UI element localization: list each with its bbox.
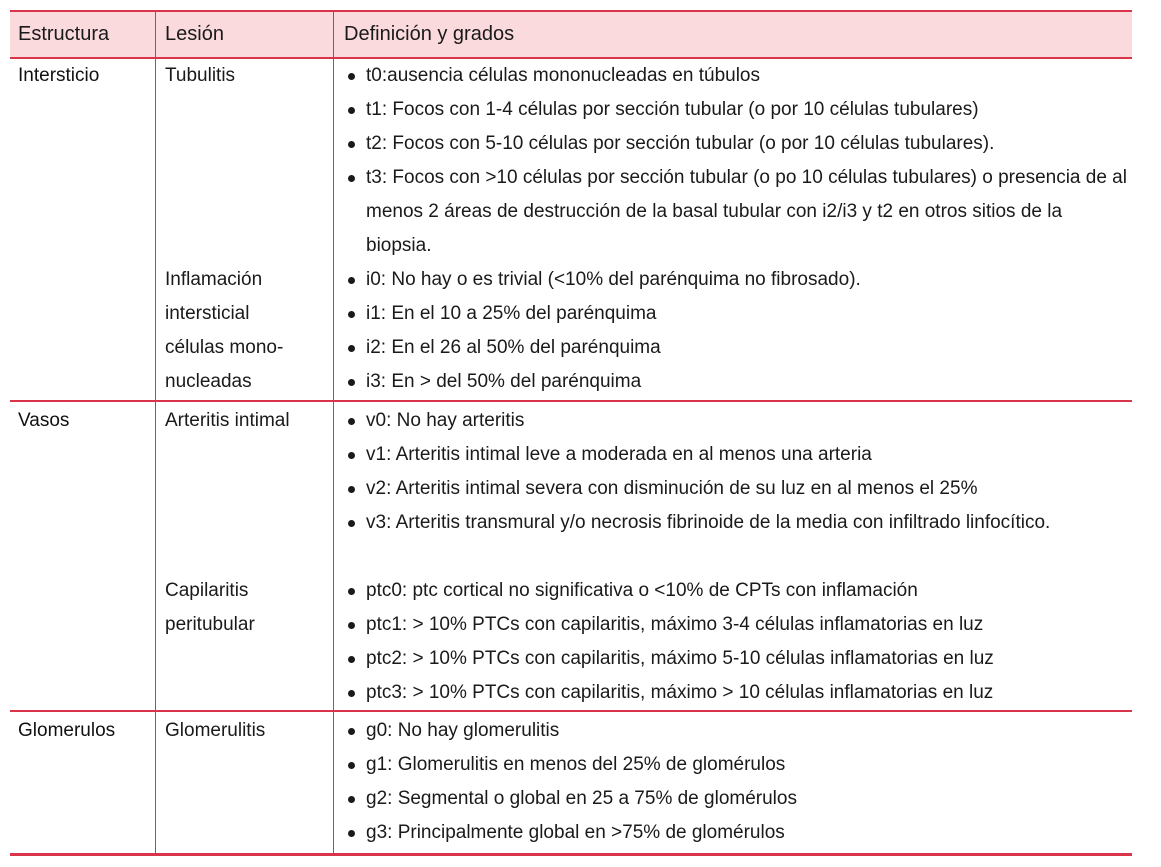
list-item: t3: Focos con >10 células por sección tubular (o po 10 células tubulares) o presencia de al menos 2 áreas de destrucción de la basal tubular con i2/i3 y t2 en otros sitios de la biopsia. [344,161,1129,263]
list-item: t2: Focos con 5-10 células por sección tubular (o por 10 células tubulares). [344,127,1129,161]
bullet-icon [348,762,355,769]
bullet-icon [348,830,355,837]
list-item: i1: En el 10 a 25% del parénquima [344,297,1129,331]
structure-vasos: Vasos [18,410,70,431]
bullet-icon [348,345,355,352]
structure-intersticio: Intersticio [18,65,100,86]
list-item: v0: No hay arteritis [344,404,1129,438]
lesion-capilaritis-line-2: peritubular [165,614,255,635]
lesion-tubulitis: Tubulitis [165,65,236,86]
bullet-icon [348,141,355,148]
bottom-rule [10,853,1132,856]
bullet-icon [348,452,355,459]
lesion-glomerulitis: Glomerulitis [165,720,266,741]
lesion-inflamacion-line-4: nucleadas [165,371,252,392]
list-item: t0:ausencia células mononucleadas en túbulos [344,59,1129,93]
bullet-icon [348,175,355,182]
header-lesion: Lesión [165,23,224,45]
list-item: g2: Segmental o global en 25 a 75% de glomérulos [344,782,1129,816]
grades-glomerulitis [344,714,1129,850]
lesion-inflamacion-line-3: células mono- [165,337,284,358]
list-item: ptc1: > 10% PTCs con capilaritis, máximo 3-4 células inflamatorias en luz [344,608,1129,642]
list-item: g3: Principalmente global en >75% de glomérulos [344,816,1129,850]
bullet-icon [348,486,355,493]
grades-capilaritis [344,574,1129,710]
grades-inflamacion [344,263,1129,399]
structure-glomerulos: Glomerulos [18,720,116,741]
column-divider-2 [333,12,334,855]
list-item: i3: En > del 50% del parénquima [344,365,1129,399]
bullet-icon [348,418,355,425]
grades-tubulitis [344,59,1129,263]
bullet-icon [348,690,355,697]
list-item: ptc0: ptc cortical no significativa o <10% de CPTs con inflamación [344,574,1129,608]
bullet-icon [348,277,355,284]
list-item: g1: Glomerulitis en menos del 25% de glomérulos [344,748,1129,782]
bullet-icon [348,520,355,527]
section-divider-1 [10,400,1132,402]
list-item: i0: No hay o es trivial (<10% del parénquima no fibrosado). [344,263,1129,297]
list-item: i2: En el 26 al 50% del parénquima [344,331,1129,365]
list-item: ptc2: > 10% PTCs con capilaritis, máximo 5-10 células inflamatorias en luz [344,642,1129,676]
lesion-inflamacion-line-2: intersticial [165,303,250,324]
bullet-icon [348,107,355,114]
grades-arteritis [344,404,1129,540]
bullet-icon [348,311,355,318]
column-divider-1 [155,12,156,855]
list-item: v1: Arteritis intimal leve a moderada en al menos una arteria [344,438,1129,472]
bullet-icon [348,622,355,629]
bullet-icon [348,796,355,803]
lesion-inflamacion-line-1: Inflamación [165,269,263,290]
list-item: v3: Arteritis transmural y/o necrosis fibrinoide de la media con infiltrado linfocítico. [344,506,1129,540]
classification-table [10,10,1132,856]
header-estructura: Estructura [18,23,110,45]
section-divider-2 [10,710,1132,712]
bullet-icon [348,656,355,663]
bullet-icon [348,379,355,386]
list-item: ptc3: > 10% PTCs con capilaritis, máximo > 10 células inflamatorias en luz [344,676,1129,710]
bullet-icon [348,588,355,595]
header-definicion: Definición y grados [344,23,515,45]
bullet-icon [348,73,355,80]
lesion-arteritis-intimal: Arteritis intimal [165,410,290,431]
list-item: v2: Arteritis intimal severa con disminución de su luz en al menos el 25% [344,472,1129,506]
list-item: t1: Focos con 1-4 células por sección tubular (o por 10 células tubulares) [344,93,1129,127]
bullet-icon [348,728,355,735]
lesion-capilaritis-line-1: Capilaritis [165,580,249,601]
list-item: g0: No hay glomerulitis [344,714,1129,748]
